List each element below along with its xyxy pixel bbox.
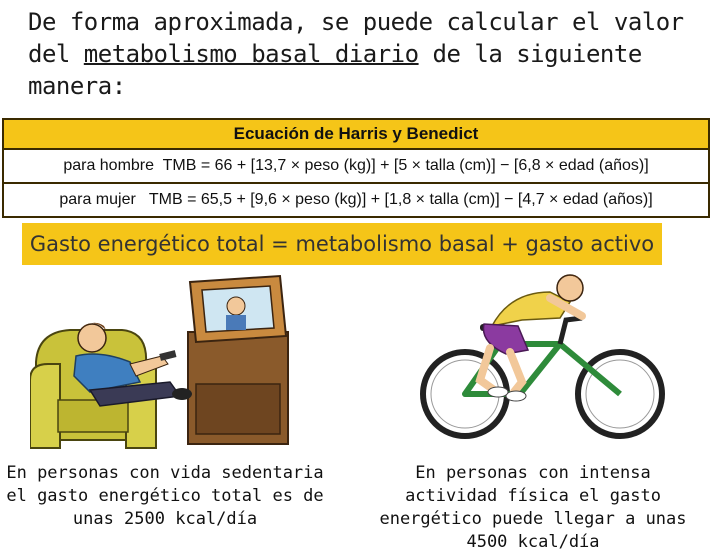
caption-active: En personas con intensa actividad física el gasto energético puede llegar a unas 4500 kcal/día <box>379 463 687 552</box>
male-label: para hombre <box>63 157 155 174</box>
cyclist-illustration <box>410 272 675 457</box>
formula-table <box>2 118 710 218</box>
total-energy-banner: Gasto energético total = metabolismo basal + gasto activo <box>22 223 662 265</box>
female-formula: TMB = 65,5 + [9,6 × peso (kg)] + [1,8 × talla (cm)] − [4,7 × edad (años)] <box>148 191 653 208</box>
male-formula: TMB = 66 + [13,7 × peso (kg)] + [5 × talla (cm)] − [6,8 × edad (años)] <box>162 157 649 174</box>
formula-row-male <box>4 150 708 184</box>
person-watching-tv-illustration <box>30 272 300 457</box>
caption-sedentary: En personas con vida sedentaria el gasto energético total es de unas 2500 kcal/día <box>6 463 324 529</box>
female-label: para mujer <box>59 191 136 208</box>
intro-before: De forma aproximada, se puede calcular el valor del <box>28 8 684 68</box>
intro-underlined: metabolismo basal diario <box>83 40 419 68</box>
intro-after: de la siguiente manera: <box>28 40 642 100</box>
intro-text <box>28 6 698 102</box>
formula-row-female <box>4 184 708 216</box>
formula-title: Ecuación de Harris y Benedict <box>4 120 708 150</box>
